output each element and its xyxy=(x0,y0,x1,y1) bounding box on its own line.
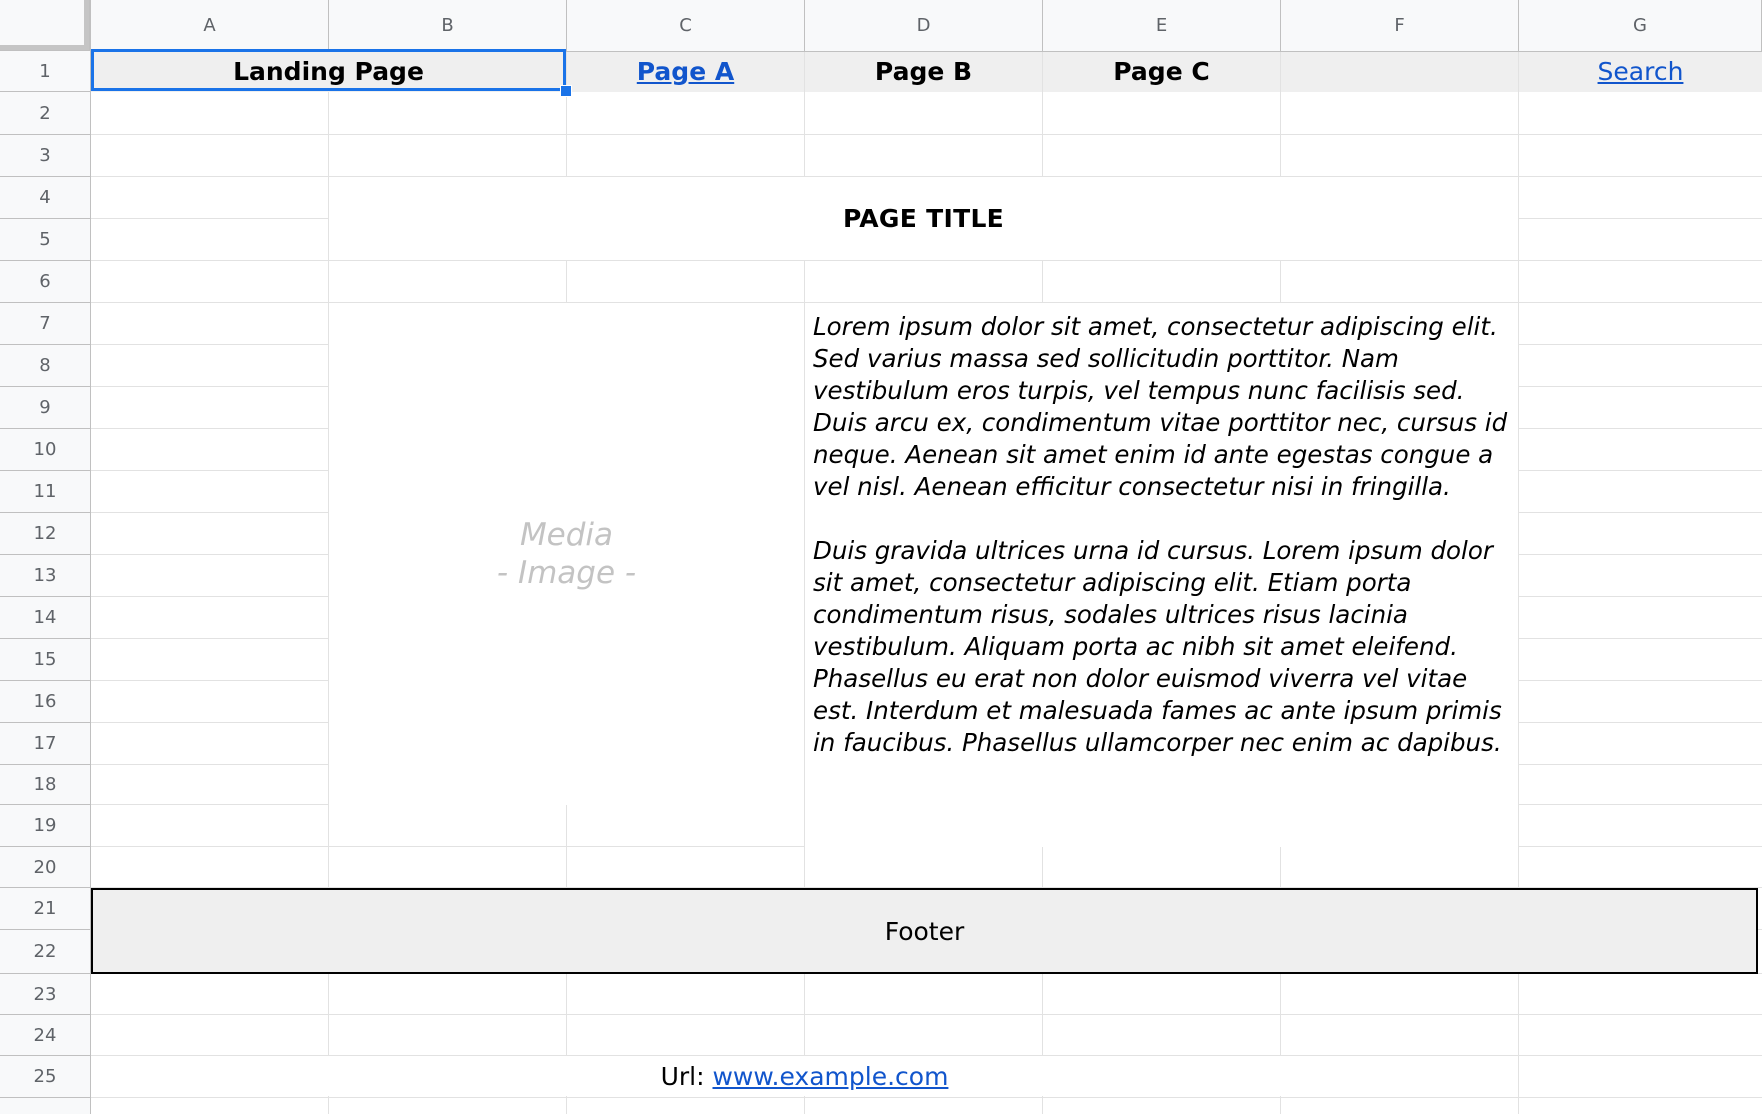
row-header-22[interactable]: 22 xyxy=(0,930,90,974)
row-header-21[interactable]: 21 xyxy=(0,888,90,930)
body-text-cell[interactable] xyxy=(805,303,1518,847)
row-header-17[interactable]: 17 xyxy=(0,723,90,765)
column-header-d[interactable]: D xyxy=(805,0,1043,51)
landing-page-label: Landing Page xyxy=(233,57,424,86)
cell-c1[interactable] xyxy=(567,51,804,92)
cell-f1[interactable] xyxy=(1281,51,1518,92)
row-header-20[interactable]: 20 xyxy=(0,847,90,888)
column-header-f[interactable]: F xyxy=(1281,0,1519,51)
grid-hline xyxy=(90,1097,1762,1098)
row-header-7[interactable]: 7 xyxy=(0,303,90,345)
url-cell[interactable] xyxy=(91,1056,1518,1096)
media-image-placeholder[interactable] xyxy=(329,303,804,805)
page-title-text: PAGE TITLE xyxy=(842,204,1005,233)
grid-hline xyxy=(90,260,1762,261)
page-b-label: Page B xyxy=(874,57,973,86)
cell-e1[interactable] xyxy=(1043,51,1280,92)
row-header-3[interactable]: 3 xyxy=(0,135,90,177)
grid-hline xyxy=(90,134,1762,135)
footer-text: Footer xyxy=(884,916,965,946)
image-label: - Image - xyxy=(496,555,637,591)
column-header-a[interactable]: A xyxy=(91,0,329,51)
row-header-11[interactable]: 11 xyxy=(0,471,90,513)
grid-hline xyxy=(90,1014,1762,1015)
cell-d1[interactable] xyxy=(805,51,1042,92)
cell-a1-landing-page[interactable] xyxy=(91,51,566,92)
row-header-15[interactable]: 15 xyxy=(0,639,90,681)
row-header-1[interactable]: 1 xyxy=(0,51,90,92)
select-all-corner[interactable] xyxy=(0,0,90,51)
column-header-g[interactable]: G xyxy=(1519,0,1762,51)
body-paragraph-1: Lorem ipsum dolor sit amet, consectetur adipiscing elit. Sed varius massa sed sollicitudin porttitor. Nam vestibulum eros turpis, vel tempus nunc facilisis sed. Duis arcu ex, condimentum vitae porttitor nec, cursus id neque. Aenean sit amet enim id ante egestas congue a vel nisl. Aenean efficitur consectetur nisi in fringilla. xyxy=(813,312,1508,501)
row-header-14[interactable]: 14 xyxy=(0,597,90,639)
page-c-label: Page C xyxy=(1113,57,1210,86)
corner-freeze-indicator xyxy=(0,0,89,50)
row-header-16[interactable]: 16 xyxy=(0,681,90,723)
cell-g1[interactable] xyxy=(1519,51,1762,92)
row-header-6[interactable]: 6 xyxy=(0,261,90,303)
row-header-4[interactable]: 4 xyxy=(0,177,90,219)
row-header-23[interactable]: 23 xyxy=(0,974,90,1015)
row-header-13[interactable]: 13 xyxy=(0,555,90,597)
row-header-2[interactable]: 2 xyxy=(0,92,90,135)
fill-handle[interactable] xyxy=(560,85,572,97)
url-link[interactable]: www.example.com xyxy=(712,1061,949,1091)
row-header-8[interactable]: 8 xyxy=(0,345,90,387)
url-label: Url: xyxy=(660,1061,713,1091)
page-title[interactable] xyxy=(329,177,1518,260)
row-header-25[interactable]: 25 xyxy=(0,1056,90,1098)
footer-cell[interactable] xyxy=(91,888,1758,974)
row-header-18[interactable]: 18 xyxy=(0,765,90,805)
column-header-e[interactable]: E xyxy=(1043,0,1281,51)
media-label: Media xyxy=(519,517,614,553)
search-link[interactable]: Search xyxy=(1597,57,1684,86)
column-header-c[interactable]: C xyxy=(567,0,805,51)
column-header-b[interactable]: B xyxy=(329,0,567,51)
row-header-10[interactable]: 10 xyxy=(0,429,90,471)
row-header-12[interactable]: 12 xyxy=(0,513,90,555)
row-header-24[interactable]: 24 xyxy=(0,1015,90,1056)
row-header-5[interactable]: 5 xyxy=(0,219,90,261)
body-paragraph-2: Duis gravida ultrices urna id cursus. Lorem ipsum dolor sit amet, consectetur adipiscing elit. Etiam porta condimentum risus, sodales ultrices risus lacinia vestibulum. Aliquam porta ac nibh sit amet eleifend. Phasellus eu erat non dolor euismod viverra vel vitae est. Interdum et malesuada fames ac ante ipsum primis in faucibus. Phasellus ullamcorper nec enim ac dapibus. xyxy=(813,536,1502,757)
row-header-9[interactable]: 9 xyxy=(0,387,90,429)
page-a-link[interactable]: Page A xyxy=(636,57,735,86)
row-header-19[interactable]: 19 xyxy=(0,805,90,847)
